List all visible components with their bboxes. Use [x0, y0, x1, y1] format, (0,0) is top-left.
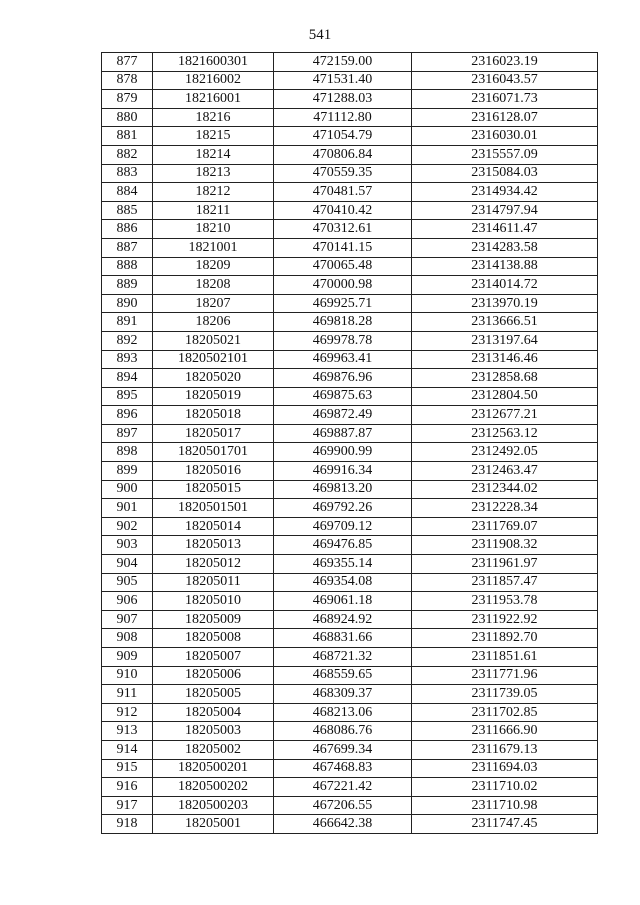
row-number-cell: 906 [102, 592, 153, 611]
row-number-cell: 885 [102, 201, 153, 220]
table-row [102, 108, 598, 127]
x-coordinate-cell: 471112.80 [274, 108, 412, 127]
y-coordinate-cell: 2312492.05 [412, 443, 598, 462]
y-coordinate-cell: 2311666.90 [412, 722, 598, 741]
x-coordinate-cell: 470312.61 [274, 220, 412, 239]
x-coordinate-cell: 469925.71 [274, 294, 412, 313]
y-coordinate-cell: 2311710.98 [412, 796, 598, 815]
page-number: 541 [308, 27, 332, 43]
x-coordinate-cell: 470065.48 [274, 257, 412, 276]
y-coordinate-cell: 2314138.88 [412, 257, 598, 276]
point-id-cell: 18212 [153, 183, 274, 202]
y-coordinate-cell: 2311702.85 [412, 703, 598, 722]
row-number-cell: 890 [102, 294, 153, 313]
point-id-cell: 18210 [153, 220, 274, 239]
table-row [102, 127, 598, 146]
table-row [102, 331, 598, 350]
x-coordinate-cell: 468831.66 [274, 629, 412, 648]
point-id-cell: 18205004 [153, 703, 274, 722]
y-coordinate-cell: 2311771.96 [412, 666, 598, 685]
y-coordinate-cell: 2311679.13 [412, 740, 598, 759]
table-row [102, 462, 598, 481]
point-id-cell: 18205001 [153, 815, 274, 834]
point-id-cell: 18216 [153, 108, 274, 127]
row-number-cell: 889 [102, 276, 153, 295]
row-number-cell: 911 [102, 685, 153, 704]
point-id-cell: 18206 [153, 313, 274, 332]
row-number-cell: 879 [102, 90, 153, 109]
x-coordinate-cell: 471288.03 [274, 90, 412, 109]
table-row [102, 350, 598, 369]
row-number-cell: 892 [102, 331, 153, 350]
x-coordinate-cell: 469876.96 [274, 369, 412, 388]
x-coordinate-cell: 470806.84 [274, 145, 412, 164]
row-number-cell: 894 [102, 369, 153, 388]
point-id-cell: 1820500203 [153, 796, 274, 815]
table-row [102, 71, 598, 90]
point-id-cell: 1820500202 [153, 778, 274, 797]
point-id-cell: 18205018 [153, 406, 274, 425]
row-number-cell: 912 [102, 703, 153, 722]
x-coordinate-cell: 469916.34 [274, 462, 412, 481]
y-coordinate-cell: 2316128.07 [412, 108, 598, 127]
x-coordinate-cell: 471531.40 [274, 71, 412, 90]
row-number-cell: 882 [102, 145, 153, 164]
table-row [102, 220, 598, 239]
y-coordinate-cell: 2314611.47 [412, 220, 598, 239]
y-coordinate-cell: 2312804.50 [412, 387, 598, 406]
row-number-cell: 877 [102, 53, 153, 72]
point-id-cell: 18205015 [153, 480, 274, 499]
point-id-cell: 18205020 [153, 369, 274, 388]
table-row [102, 201, 598, 220]
row-number-cell: 904 [102, 555, 153, 574]
row-number-cell: 878 [102, 71, 153, 90]
row-number-cell: 916 [102, 778, 153, 797]
point-id-cell: 1820501501 [153, 499, 274, 518]
x-coordinate-cell: 467699.34 [274, 740, 412, 759]
x-coordinate-cell: 466642.38 [274, 815, 412, 834]
point-id-cell: 1820502101 [153, 350, 274, 369]
table-row [102, 53, 598, 72]
y-coordinate-cell: 2311892.70 [412, 629, 598, 648]
x-coordinate-cell: 470141.15 [274, 238, 412, 257]
point-id-cell: 1821001 [153, 238, 274, 257]
x-coordinate-cell: 469709.12 [274, 517, 412, 536]
x-coordinate-cell: 469061.18 [274, 592, 412, 611]
y-coordinate-cell: 2314797.94 [412, 201, 598, 220]
x-coordinate-cell: 470559.35 [274, 164, 412, 183]
point-id-cell: 18205003 [153, 722, 274, 741]
row-number-cell: 909 [102, 648, 153, 667]
x-coordinate-cell: 469872.49 [274, 406, 412, 425]
coordinate-table [101, 52, 598, 834]
x-coordinate-cell: 470000.98 [274, 276, 412, 295]
row-number-cell: 899 [102, 462, 153, 481]
table-row [102, 740, 598, 759]
point-id-cell: 18213 [153, 164, 274, 183]
y-coordinate-cell: 2312344.02 [412, 480, 598, 499]
x-coordinate-cell: 468924.92 [274, 610, 412, 629]
table-row [102, 536, 598, 555]
table-row [102, 369, 598, 388]
table-row [102, 443, 598, 462]
table-row [102, 90, 598, 109]
row-number-cell: 896 [102, 406, 153, 425]
y-coordinate-cell: 2312858.68 [412, 369, 598, 388]
point-id-cell: 18205021 [153, 331, 274, 350]
point-id-cell: 18216001 [153, 90, 274, 109]
row-number-cell: 880 [102, 108, 153, 127]
y-coordinate-cell: 2316023.19 [412, 53, 598, 72]
point-id-cell: 18205014 [153, 517, 274, 536]
table-row [102, 294, 598, 313]
table-row [102, 629, 598, 648]
x-coordinate-cell: 470481.57 [274, 183, 412, 202]
point-id-cell: 18205012 [153, 555, 274, 574]
row-number-cell: 917 [102, 796, 153, 815]
y-coordinate-cell: 2314934.42 [412, 183, 598, 202]
y-coordinate-cell: 2311961.97 [412, 555, 598, 574]
point-id-cell: 18205009 [153, 610, 274, 629]
point-id-cell: 18216002 [153, 71, 274, 90]
x-coordinate-cell: 469476.85 [274, 536, 412, 555]
table-row [102, 387, 598, 406]
point-id-cell: 18208 [153, 276, 274, 295]
table-row [102, 778, 598, 797]
table-row [102, 666, 598, 685]
y-coordinate-cell: 2315557.09 [412, 145, 598, 164]
y-coordinate-cell: 2311769.07 [412, 517, 598, 536]
table-row [102, 480, 598, 499]
point-id-cell: 18205013 [153, 536, 274, 555]
point-id-cell: 18205002 [153, 740, 274, 759]
x-coordinate-cell: 469813.20 [274, 480, 412, 499]
row-number-cell: 900 [102, 480, 153, 499]
row-number-cell: 902 [102, 517, 153, 536]
x-coordinate-cell: 471054.79 [274, 127, 412, 146]
y-coordinate-cell: 2316071.73 [412, 90, 598, 109]
y-coordinate-cell: 2313146.46 [412, 350, 598, 369]
row-number-cell: 905 [102, 573, 153, 592]
table-row [102, 257, 598, 276]
y-coordinate-cell: 2311747.45 [412, 815, 598, 834]
table-row [102, 517, 598, 536]
row-number-cell: 918 [102, 815, 153, 834]
x-coordinate-cell: 467206.55 [274, 796, 412, 815]
y-coordinate-cell: 2312677.21 [412, 406, 598, 425]
y-coordinate-cell: 2312463.47 [412, 462, 598, 481]
x-coordinate-cell: 472159.00 [274, 53, 412, 72]
table-row [102, 573, 598, 592]
point-id-cell: 18215 [153, 127, 274, 146]
y-coordinate-cell: 2311710.02 [412, 778, 598, 797]
x-coordinate-cell: 468721.32 [274, 648, 412, 667]
row-number-cell: 897 [102, 424, 153, 443]
coordinate-table-body [102, 53, 598, 834]
y-coordinate-cell: 2312228.34 [412, 499, 598, 518]
point-id-cell: 1821600301 [153, 53, 274, 72]
table-row [102, 555, 598, 574]
row-number-cell: 888 [102, 257, 153, 276]
table-row [102, 313, 598, 332]
row-number-cell: 886 [102, 220, 153, 239]
point-id-cell: 18205010 [153, 592, 274, 611]
table-row [102, 592, 598, 611]
table-row [102, 499, 598, 518]
row-number-cell: 913 [102, 722, 153, 741]
y-coordinate-cell: 2314283.58 [412, 238, 598, 257]
x-coordinate-cell: 469887.87 [274, 424, 412, 443]
y-coordinate-cell: 2316043.57 [412, 71, 598, 90]
x-coordinate-cell: 469978.78 [274, 331, 412, 350]
table-row [102, 703, 598, 722]
y-coordinate-cell: 2316030.01 [412, 127, 598, 146]
table-row [102, 164, 598, 183]
y-coordinate-cell: 2311739.05 [412, 685, 598, 704]
row-number-cell: 914 [102, 740, 153, 759]
point-id-cell: 18205008 [153, 629, 274, 648]
point-id-cell: 1820501701 [153, 443, 274, 462]
point-id-cell: 18209 [153, 257, 274, 276]
point-id-cell: 18211 [153, 201, 274, 220]
table-row [102, 610, 598, 629]
table-row [102, 685, 598, 704]
point-id-cell: 18205006 [153, 666, 274, 685]
row-number-cell: 915 [102, 759, 153, 778]
x-coordinate-cell: 468309.37 [274, 685, 412, 704]
table-row [102, 183, 598, 202]
x-coordinate-cell: 468086.76 [274, 722, 412, 741]
row-number-cell: 910 [102, 666, 153, 685]
x-coordinate-cell: 469818.28 [274, 313, 412, 332]
table-row [102, 648, 598, 667]
table-row [102, 238, 598, 257]
point-id-cell: 18214 [153, 145, 274, 164]
point-id-cell: 1820500201 [153, 759, 274, 778]
point-id-cell: 18205017 [153, 424, 274, 443]
y-coordinate-cell: 2311953.78 [412, 592, 598, 611]
x-coordinate-cell: 469355.14 [274, 555, 412, 574]
point-id-cell: 18207 [153, 294, 274, 313]
x-coordinate-cell: 469875.63 [274, 387, 412, 406]
y-coordinate-cell: 2311908.32 [412, 536, 598, 555]
row-number-cell: 901 [102, 499, 153, 518]
row-number-cell: 891 [102, 313, 153, 332]
y-coordinate-cell: 2315084.03 [412, 164, 598, 183]
x-coordinate-cell: 470410.42 [274, 201, 412, 220]
row-number-cell: 898 [102, 443, 153, 462]
table-row [102, 145, 598, 164]
point-id-cell: 18205019 [153, 387, 274, 406]
y-coordinate-cell: 2311922.92 [412, 610, 598, 629]
y-coordinate-cell: 2311857.47 [412, 573, 598, 592]
point-id-cell: 18205007 [153, 648, 274, 667]
x-coordinate-cell: 467468.83 [274, 759, 412, 778]
x-coordinate-cell: 469963.41 [274, 350, 412, 369]
row-number-cell: 903 [102, 536, 153, 555]
table-row [102, 406, 598, 425]
row-number-cell: 883 [102, 164, 153, 183]
y-coordinate-cell: 2312563.12 [412, 424, 598, 443]
table-row [102, 796, 598, 815]
point-id-cell: 18205005 [153, 685, 274, 704]
row-number-cell: 895 [102, 387, 153, 406]
x-coordinate-cell: 467221.42 [274, 778, 412, 797]
row-number-cell: 907 [102, 610, 153, 629]
x-coordinate-cell: 469900.99 [274, 443, 412, 462]
table-row [102, 815, 598, 834]
table-row [102, 722, 598, 741]
row-number-cell: 887 [102, 238, 153, 257]
row-number-cell: 908 [102, 629, 153, 648]
row-number-cell: 893 [102, 350, 153, 369]
table-row [102, 424, 598, 443]
x-coordinate-cell: 469792.26 [274, 499, 412, 518]
table-row [102, 276, 598, 295]
point-id-cell: 18205011 [153, 573, 274, 592]
y-coordinate-cell: 2311851.61 [412, 648, 598, 667]
y-coordinate-cell: 2313666.51 [412, 313, 598, 332]
table-row [102, 759, 598, 778]
y-coordinate-cell: 2311694.03 [412, 759, 598, 778]
x-coordinate-cell: 468559.65 [274, 666, 412, 685]
x-coordinate-cell: 468213.06 [274, 703, 412, 722]
y-coordinate-cell: 2313970.19 [412, 294, 598, 313]
x-coordinate-cell: 469354.08 [274, 573, 412, 592]
point-id-cell: 18205016 [153, 462, 274, 481]
y-coordinate-cell: 2314014.72 [412, 276, 598, 295]
row-number-cell: 884 [102, 183, 153, 202]
row-number-cell: 881 [102, 127, 153, 146]
y-coordinate-cell: 2313197.64 [412, 331, 598, 350]
